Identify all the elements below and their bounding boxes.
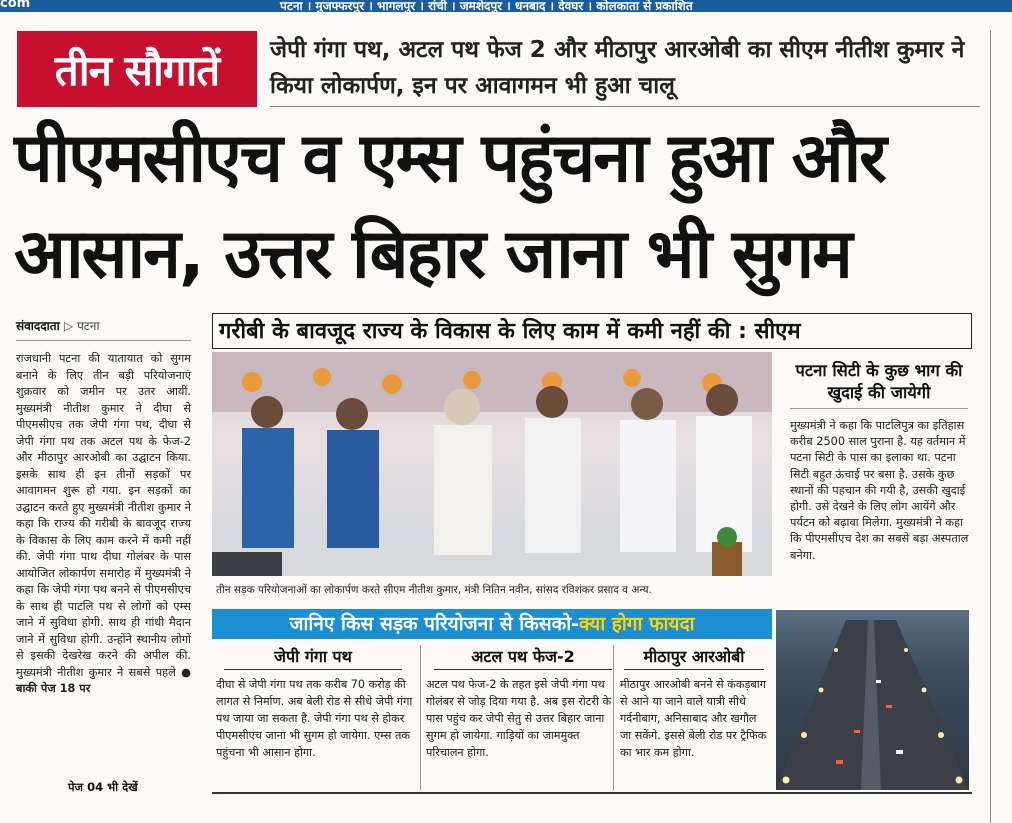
article-body: राजधानी पटना की यातायात को सुगम बनाने के लिए तीन बड़ी परियोजनाएं शुक्रवार को जमीन पर उतर आयीं. मुख्यमंत्री नीतीश कुमार ने दीघा से पीएमसीएच तक जेपी गंगा पथ, दीघा से जेपी गंगा पथ तक अटल पथ के फेज-2 और मीठापुर आरओबी का उद्घाटन किया. इसके साथ ही इन तीनों सड़कों पर आवागमन शुरू हो गया. इन सड़कों का उद्घाटन करते हुए मुख्यमंत्री नीतीश कुमार ने कहा कि राज्य की गरीबी के बावजूद राज्य के विकास के लिए काम करने में कमी नहीं की. जेपी गंगा पाथ दीघा गोलंबर के पास आयोजित लोकार्पण समारोह में मुख्यमंत्री ने कहा कि जेपी गंगा पथ बनने से पीएमसीएच के साथ ही पाटलि पथ से लोगों को एम्स जाने में सुविधा होगी. साथ ही गांधी मैदान जाने में सुविधा होगी. उन्होंने स्थानीय लोगों से इसकी देखरेख करने की अपील की. मुख्यमंत्री नीतीश कुमार ने सबसे पहले — [16, 352, 191, 679]
photo-caption: तीन सड़क परियोजनाओं का लोकार्पण करते सीएम नीतीश कुमार, मंत्री नितिन नवीन, सांसद रविशंकर प्रसाद व अन्य. — [216, 584, 652, 596]
project-box-atal-path — [426, 645, 616, 761]
article-bottom-rule — [212, 792, 972, 794]
play-arrow-icon: ▷ — [63, 319, 77, 333]
headline-line-2: आसान, उत्तर बिहार जाना भी सुगम — [14, 215, 851, 294]
adjacent-column-edge — [990, 30, 1012, 823]
headline-line-1: पीएमसीएच व एम्स पहुंचना हुआ और — [14, 119, 885, 198]
byline-place: पटना — [76, 319, 100, 333]
event-photo — [212, 352, 772, 576]
sidebar-heading: पटना सिटी के कुछ भाग की खुदाई की जायेगी — [790, 360, 968, 409]
project-title: अटल पथ फेज-2 — [434, 645, 612, 670]
main-headline — [14, 111, 989, 303]
masthead-fragment: com — [0, 0, 31, 11]
sidebar-body: मुख्यमंत्री ने कहा कि पाटलिपुत्र का इतिहास करीब 2500 साल पुराना है. यह वर्तमान में पटना सिटी के पास का इलाका था. पटना सिटी बहुत ऊंचाई पर बसा है. उसके कुछ स्थानों की पहचान की गयी है, उसकी खुदाई होगी. उसे देखने के लिए लोग आयेंगे और पर्यटन को बढ़ावा मिलेगा. मुख्यमंत्री ने कहा कि पीएमसीएच देश का सबसे बड़ा अस्पताल बनेगा. — [790, 419, 969, 562]
see-page-note: पेज 04 भी देखें — [68, 780, 138, 794]
continued-on: बाकी पेज 18 पर — [16, 682, 91, 695]
road-photo-illustration — [776, 610, 969, 790]
top-banner — [0, 0, 1012, 12]
road-night-photo — [776, 610, 969, 790]
project-text: मीठापुर आरओबी बनने से कंकड़बाग से आने या जाने वाले यात्री सीधे गर्दनीबाग, अनिसाबाद और खगौल जा सकेंगे. इससे बेली रोड पर ट्रैफिक का भार कम होगा. — [620, 678, 767, 759]
kicker-divider — [270, 106, 980, 107]
kicker-text: जेपी गंगा पथ, अटल पथ फेज 2 और मीठापुर आरओबी का सीएम नीतीश कुमार ने किया लोकार्पण, इन पर आवागमन भी हुआ चालू — [270, 37, 965, 99]
project-box-mithapur-rob — [620, 645, 770, 761]
byline-author: संवाददाता — [16, 319, 60, 333]
project-title: मीठापुर आरओबी — [624, 645, 764, 670]
info-banner-prefix: जानिए किस सड़क परियोजना से किसको- — [289, 613, 580, 635]
byline — [16, 317, 100, 334]
sub-headline: गरीबी के बावजूद राज्य के विकास के लिए काम में कमी नहीं की : सीएम — [212, 313, 972, 349]
event-photo-illustration — [212, 352, 772, 576]
column-divider — [420, 645, 421, 790]
project-text: अटल पथ फेज-2 के तहत इसे जेपी गंगा पथ गोलंबर से जोड़ दिया गया है. अब इस रोटरी के पास पहुंच कर जेपी सेतु से उत्तर बिहार जाना सुगम हो जायेगा. गाड़ियों का जाममुक्त परिचालन होगा. — [426, 678, 612, 759]
info-banner-highlight: क्या होगा फायदा — [579, 613, 695, 635]
project-box-jp-ganga — [216, 645, 416, 761]
left-article-column — [16, 340, 191, 698]
section-tag: तीन सौगातें — [17, 31, 257, 107]
column-divider — [613, 645, 614, 790]
project-title: जेपी गंगा पथ — [224, 645, 402, 670]
bullet-icon: ● — [181, 665, 191, 679]
edition-cities: पटना । मुजफ्फरपुर । भागलपुर । रांची । जमशेदपुर । धनबाद । देवघर । कोलकाता से प्रकाशित — [280, 0, 693, 13]
info-banner — [212, 609, 772, 639]
project-text: दीघा से जेपी गंगा पथ तक करीब 70 करोड़ की लागत से निर्माण. अब बेली रोड से सीधे जेपी गंगा पथ जाया जा सकता है. जेपी गंगा पथ से होकर पीएमसीएच जाना भी सुगम हो जायेगा. एम्स तक पहुंचना भी आसान होगा. — [216, 678, 413, 759]
